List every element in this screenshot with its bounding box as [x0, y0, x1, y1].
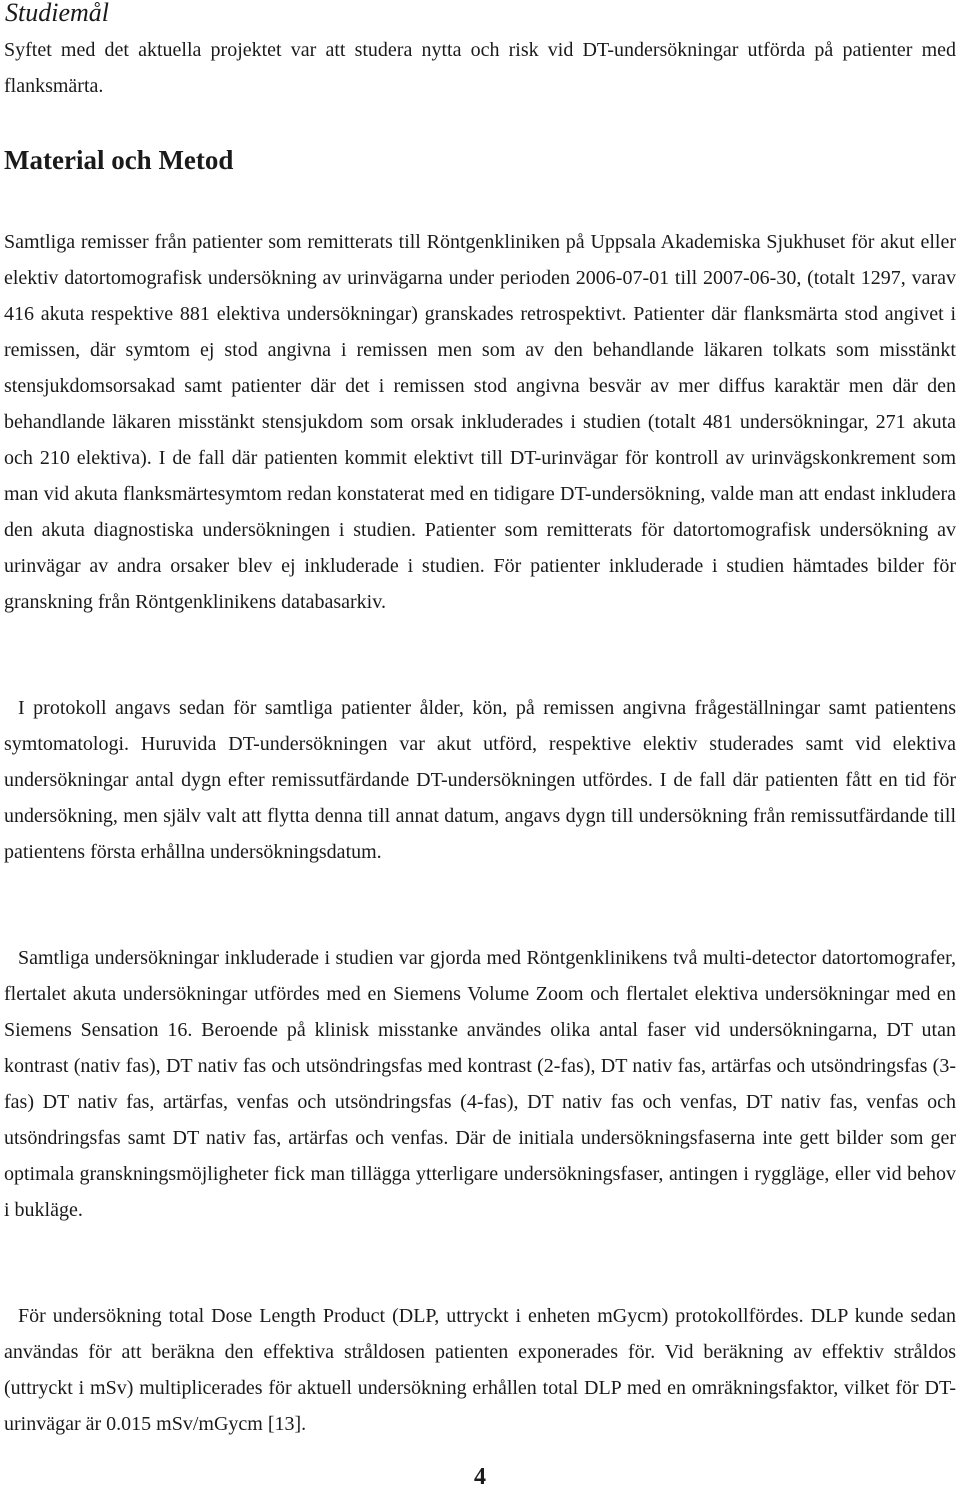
paragraph-samtliga-remisser: Samtliga remisser från patienter som remitterats till Röntgenkliniken på Uppsala Akademiska Sjukhuset för akut eller elektiv datortomografisk undersökning av urinvägarna under perioden 2006-07-01 till 2007-06-30, (totalt 1297, varav 416 akuta respektive 881 elektiva undersökningar) granskades retrospektivt. Patienter där flanksmärta stod angivet i remissen, där symtom ej stod angivna i remissen men som av den behandlande läkaren tolkats som misstänkt stensjukdomsorsakad samt patienter där det i remissen stod angivna besvär av mer diffus karaktär men där den behandlande läkaren misstänkt stensjukdom som orsak inkluderades i studien (totalt 481 undersökningar, 271 akuta och 210 elektiva). I de fall där patienten kommit elektivt till DT-urinvägar för kontroll av urinvägskonkrement som man vid akuta flanksmärtesymtom redan konstaterat med en tidigare DT-undersökning, valde man att endast inkludera den akuta diagnostiska undersökningen i studien. Patienter som remitterats för datortomografisk undersökning av urinvägar av andra orsaker blev ej inkluderade i studien. För patienter inkluderade i studien hämtades bilder för granskning från Röntgenklinikens databasarkiv. — [4, 231, 956, 613]
paragraph-syfte: Syftet med det aktuella projektet var att studera nytta och risk vid DT-undersökningar utförda på patienter med flanksmärta. — [4, 39, 956, 97]
paragraph-dlp: För undersökning total Dose Length Product (DLP, uttryckt i enheten mGycm) protokollfördes. DLP kunde sedan användas för att beräkna den effektiva stråldosen patienten exponerades för. Vid beräkning av effektiv stråldos (uttryckt i mSv) multiplicerades för aktuell undersökning erhållen total DLP med en omräkningsfaktor, vilket för DT-urinvägar är 0.015 mSv/mGycm [13]. — [4, 1305, 956, 1435]
paragraph-multidetector: Samtliga undersökningar inkluderade i studien var gjorda med Röntgenklinikens två multi-detector datortomografer, flertalet akuta undersökningar utfördes med en Siemens Volume Zoom och flertalet elektiva undersökningar med en Siemens Sensation 16. Beroende på klinisk misstanke användes olika antal faser vid undersökningarna, DT utan kontrast (nativ fas), DT nativ fas och utsöndringsfas med kontrast (2-fas), DT nativ fas, artärfas och utsöndringsfas (3-fas) DT nativ fas, artärfas, venfas och utsöndringsfas (4-fas), DT nativ fas och venfas, DT nativ fas, venfas och utsöndringsfas samt DT nativ fas, artärfas och venfas. Där de initiala undersökningsfaserna inte gett bilder som ger optimala granskningsmöjligheter fick man tillägga ytterligare undersökningsfaser, antingen i ryggläge, eller vid behov i bukläge. — [4, 947, 956, 1221]
page-number: 4 — [474, 1464, 486, 1490]
section-heading-studiemal: Studiemål — [5, 0, 109, 27]
section-heading-material-och-metod: Material och Metod — [4, 145, 234, 175]
paragraph-protokoll: I protokoll angavs sedan för samtliga patienter ålder, kön, på remissen angivna frågeställningar samt patientens symtomatologi. Huruvida DT-undersökningen var akut utförd, respektive elektiv studerades samt vid elektiva undersökningar antal dygn efter remissutfärdande DT-undersökningen utfördes. I de fall där patienten fått en tid för undersökning, men själv valt att flytta denna till annat datum, angavs dygn till undersökning från remissutfärdande till patientens första erhållna undersökningsdatum. — [4, 697, 956, 863]
